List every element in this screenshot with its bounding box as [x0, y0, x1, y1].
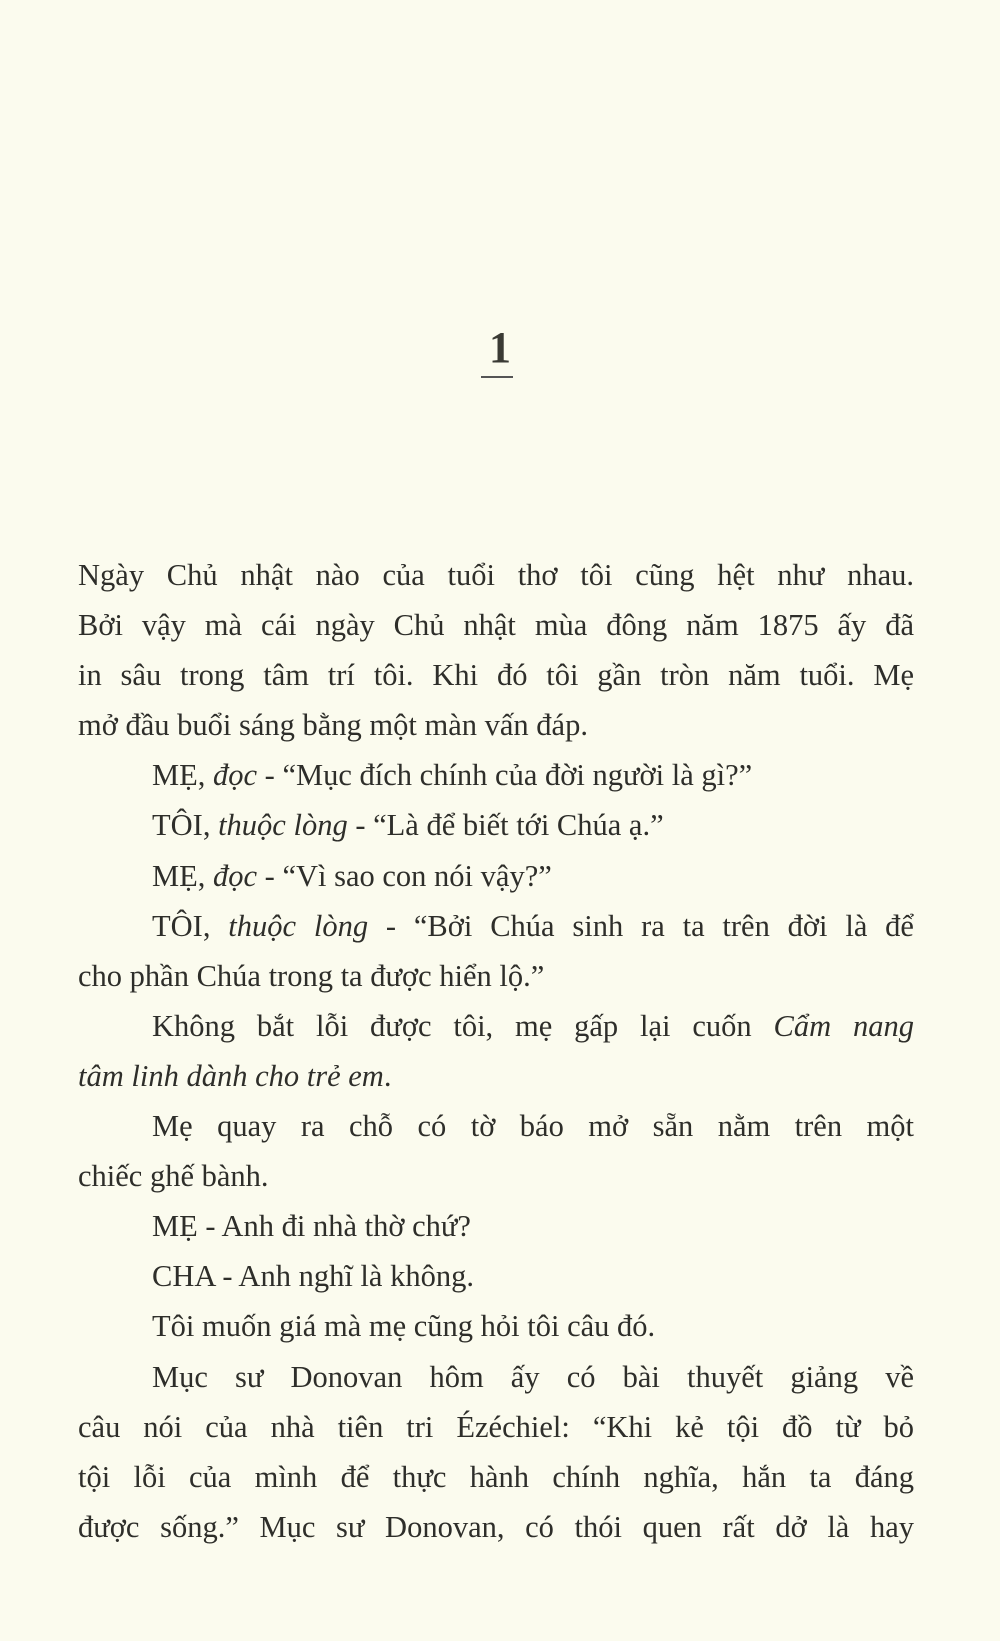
text-line: [78, 1452, 914, 1502]
book-title: tâm linh dành cho trẻ em: [78, 1058, 384, 1093]
text: Mẹ quay ra chỗ có tờ báo mở sẵn nằm trên một: [152, 1109, 914, 1144]
stage-direction: đọc: [213, 858, 258, 893]
text: Không bắt lỗi được tôi, mẹ gấp lại cuốn: [152, 1008, 774, 1043]
text: MẸ - Anh đi nhà thờ chứ?: [152, 1209, 471, 1244]
stage-direction: thuộc lòng: [228, 908, 369, 943]
text-line: [78, 951, 914, 1001]
text-line: [78, 550, 914, 600]
text-line: [78, 1051, 914, 1101]
stage-direction: đọc: [213, 758, 258, 793]
text: cho phần Chúa trong ta được hiển lộ.”: [78, 958, 545, 993]
text: - “Là để biết tới Chúa ạ.”: [347, 808, 664, 843]
text: câu nói của nhà tiên tri Ézéchiel: “Khi kẻ tội đồ từ bỏ: [78, 1409, 914, 1444]
text-line: [78, 1301, 914, 1351]
text: .: [383, 1058, 392, 1093]
text-line: [78, 1502, 914, 1552]
text-line: [78, 1151, 914, 1201]
text-line: [78, 600, 914, 650]
book-title: Cẩm nang: [773, 1008, 915, 1043]
chapter-number: 1: [489, 323, 511, 372]
speaker: MẸ,: [152, 758, 213, 793]
text: Ngày Chủ nhật nào của tuổi thơ tôi cũng hệt như nhau.: [78, 558, 914, 592]
text: chiếc ghế bành.: [78, 1159, 269, 1194]
speaker: TÔI,: [152, 908, 229, 943]
text-line: [78, 750, 914, 800]
text: CHA - Anh nghĩ là không.: [152, 1259, 474, 1294]
text: Bởi vậy mà cái ngày Chủ nhật mùa đông năm 1875 ấy đã: [78, 608, 914, 643]
text: - “Mục đích chính của đời người là gì?”: [257, 758, 753, 793]
text-line: [78, 1101, 914, 1151]
speaker: MẸ,: [152, 858, 213, 893]
text: in sâu trong tâm trí tôi. Khi đó tôi gần tròn năm tuổi. Mẹ: [78, 658, 914, 693]
text-line: [78, 700, 914, 750]
text-line: [78, 851, 914, 901]
text-line: [78, 1251, 914, 1301]
text-line: [78, 1001, 914, 1051]
text-line: [78, 1201, 914, 1251]
text: tội lỗi của mình để thực hành chính nghĩa, hắn ta đáng: [78, 1459, 914, 1494]
speaker: TÔI,: [152, 808, 219, 843]
text: Mục sư Donovan hôm ấy có bài thuyết giảng về: [152, 1359, 914, 1394]
text-line: [78, 800, 914, 850]
text: mở đầu buổi sáng bằng một màn vấn đáp.: [78, 708, 588, 743]
text-line: [78, 1402, 914, 1452]
text-line: [78, 650, 914, 700]
text: Tôi muốn giá mà mẹ cũng hỏi tôi câu đó.: [152, 1309, 656, 1344]
text: - “Bởi Chúa sinh ra ta trên đời là để: [368, 908, 914, 943]
chapter-underline: [481, 376, 513, 378]
text-line: [78, 1352, 914, 1402]
text: - “Vì sao con nói vậy?”: [257, 858, 552, 893]
stage-direction: thuộc lòng: [218, 808, 348, 843]
text: được sống.” Mục sư Donovan, có thói quen rất dở là hay: [78, 1509, 914, 1544]
text-line: [78, 901, 914, 951]
body-text: [78, 550, 914, 1552]
